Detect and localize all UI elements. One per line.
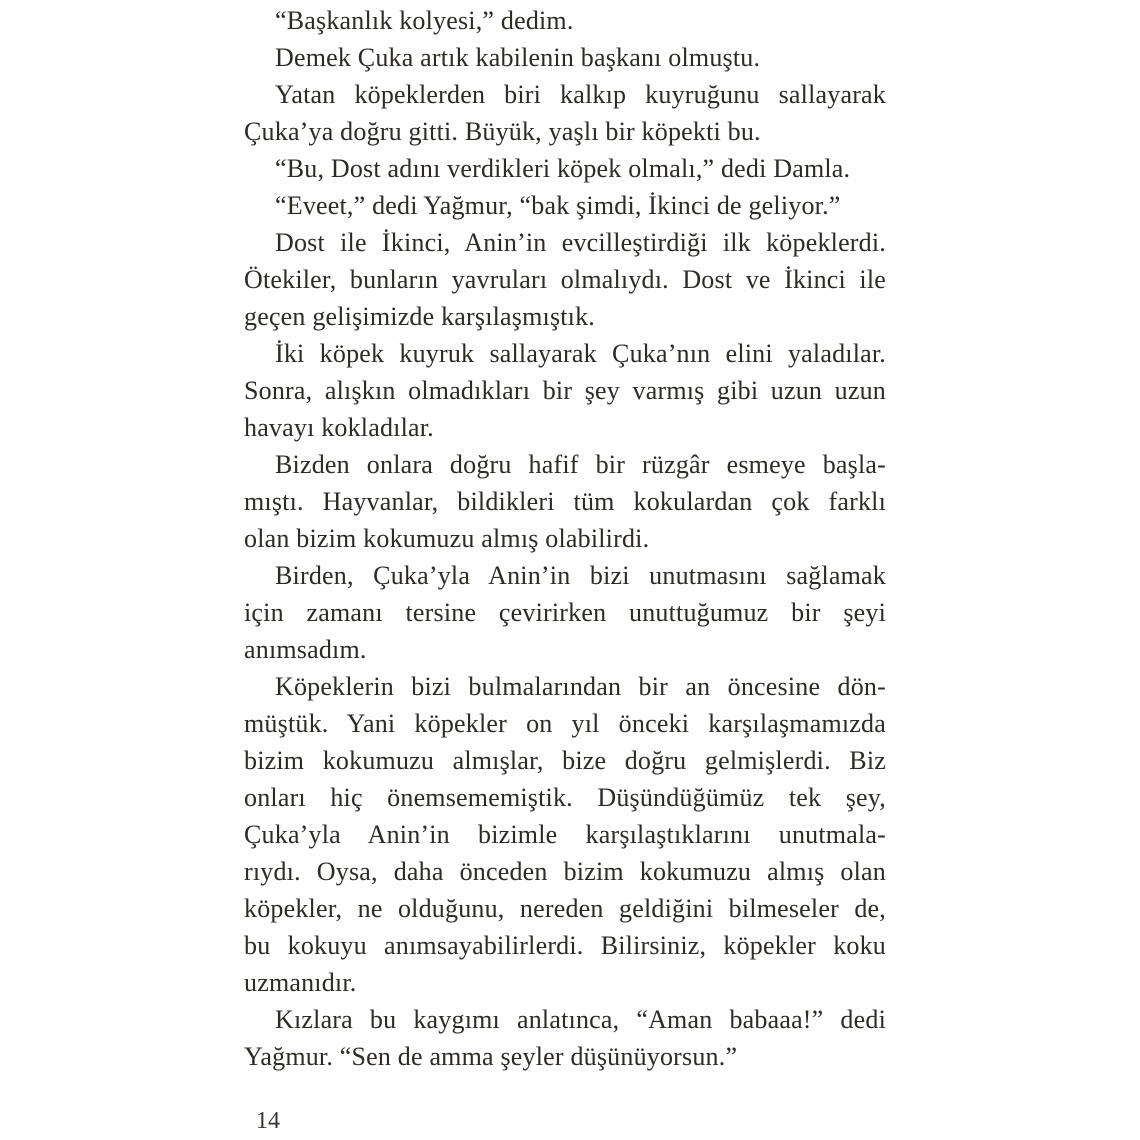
text-line: için zamanı tersine çevirirken unuttuğumuz bir şeyi xyxy=(244,598,886,627)
text-line: Çuka’yla Anin’in bizimle karşılaştıklarını unutmala- xyxy=(244,820,886,849)
text-line: Çuka’ya doğru gitti. Büyük, yaşlı bir köpekti bu. xyxy=(244,117,761,146)
text-line: köpekler, ne olduğunu, nereden geldiğini bilmeseler de, xyxy=(244,894,886,923)
paragraph xyxy=(244,187,886,224)
text-line: bu kokuyu anımsayabilirlerdi. Bilirsiniz, köpekler koku xyxy=(244,931,886,960)
paragraph xyxy=(244,668,886,1001)
text-line: Ötekiler, bunların yavruları olmalıydı. Dost ve İkinci ile xyxy=(244,265,886,294)
page-number: 14 xyxy=(256,1108,280,1134)
text-line: rıydı. Oysa, daha önceden bizim kokumuzu almış olan xyxy=(244,857,886,886)
text-line: onları hiç önemsememiştik. Düşündüğümüz tek şey, xyxy=(244,783,886,812)
text-line: Bizden onlara doğru hafif bir rüzgâr esmeye başla- xyxy=(275,450,886,479)
text-line: Yatan köpeklerden biri kalkıp kuyruğunu sallayarak xyxy=(275,80,886,109)
paragraph xyxy=(244,1001,886,1075)
text-line: Yağmur. “Sen de amma şeyler düşünüyorsun.” xyxy=(244,1042,738,1071)
text-line: havayı kokladılar. xyxy=(244,413,434,442)
paragraph xyxy=(244,224,886,335)
text-line: mıştı. Hayvanlar, bildikleri tüm kokulardan çok farklı xyxy=(244,487,886,516)
text-line: Kızlara bu kaygımı anlatınca, “Aman babaaa!” dedi xyxy=(275,1005,886,1034)
text-line: bizim kokumuzu almışlar, bize doğru gelmişlerdi. Biz xyxy=(244,746,886,775)
text-line: uzmanıdır. xyxy=(244,968,357,997)
paragraph xyxy=(244,446,886,557)
paragraph xyxy=(244,76,886,150)
paragraph xyxy=(244,39,886,76)
text-line: Sonra, alışkın olmadıkları bir şey varmış gibi uzun uzun xyxy=(244,376,886,405)
text-line: İki köpek kuyruk sallayarak Çuka’nın elini yaladılar. xyxy=(275,339,886,368)
text-line: Birden, Çuka’yla Anin’in bizi unutmasını sağlamak xyxy=(275,561,886,590)
text-line: müştük. Yani köpekler on yıl önceki karşılaşmamızda xyxy=(244,709,886,738)
paragraph xyxy=(244,557,886,668)
text-line: Dost ile İkinci, Anin’in evcilleştirdiği ilk köpeklerdi. xyxy=(275,228,886,257)
text-line: “Başkanlık kolyesi,” dedim. xyxy=(275,6,574,35)
paragraph xyxy=(244,335,886,446)
text-line: geçen gelişimizde karşılaşmıştık. xyxy=(244,302,596,331)
text-line: olan bizim kokumuzu almış olabilirdi. xyxy=(244,524,650,553)
page-text xyxy=(244,2,886,1075)
text-line: “Eveet,” dedi Yağmur, “bak şimdi, İkinci de geliyor.” xyxy=(275,191,841,220)
paragraph xyxy=(244,2,886,39)
text-line: anımsadım. xyxy=(244,635,367,664)
text-line: Demek Çuka artık kabilenin başkanı olmuştu. xyxy=(275,43,761,72)
paragraph xyxy=(244,150,886,187)
text-line: “Bu, Dost adını verdikleri köpek olmalı,” dedi Damla. xyxy=(275,154,851,183)
text-line: Köpeklerin bizi bulmalarından bir an öncesine dön- xyxy=(275,672,886,701)
